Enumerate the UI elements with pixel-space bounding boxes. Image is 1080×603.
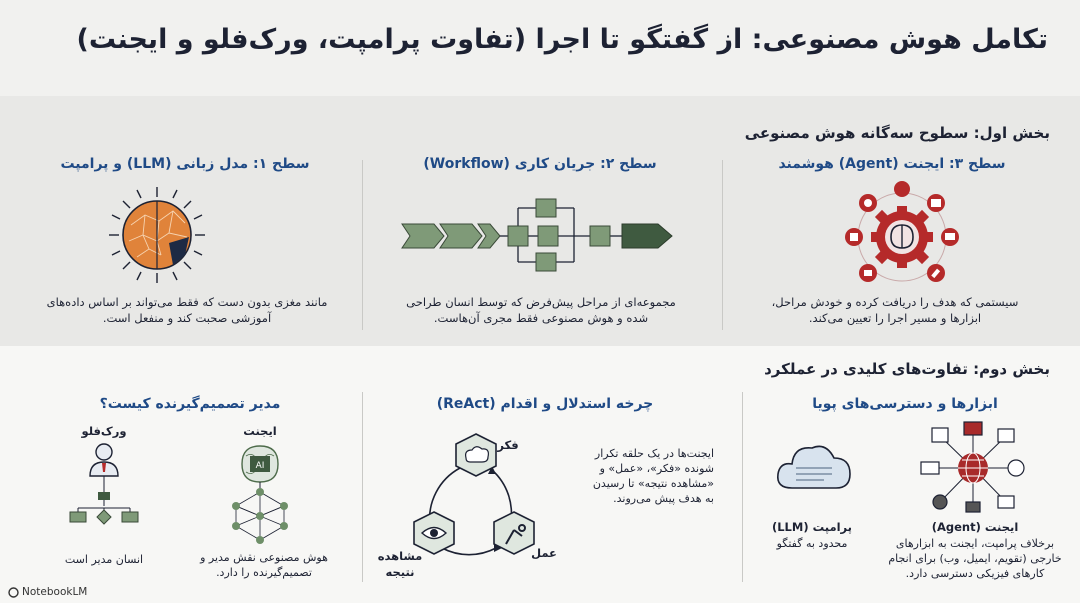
- decision-workflow-desc: انسان مدیر است: [64, 553, 144, 566]
- tools-network-icon: [918, 422, 1028, 514]
- react-observe-label: مشاهده نتیجه: [377, 549, 423, 579]
- level3-title: سطح ۳: ایجنت (Agent) هوشمند: [778, 156, 1006, 172]
- divider: [362, 160, 363, 330]
- divider: [362, 392, 363, 582]
- tools-prompt-desc: محدود به گفتگو: [776, 537, 848, 550]
- notebooklm-logo-icon: [8, 587, 19, 598]
- page-title: تکامل هوش مصنوعی: از گفتگو تا اجرا (تفاوت پرامپت، ورک‌فلو و ایجنت): [76, 24, 1048, 55]
- level2-title: سطح ۲: جریان کاری (Workflow): [423, 156, 657, 172]
- decision-agent-label: ایجنت: [243, 424, 277, 438]
- watermark-text: NotebookLM: [22, 586, 88, 598]
- decision-agent-desc: هوش مصنوعی نقش مدیر و تصمیم‌گیرنده را دارد.: [200, 551, 328, 579]
- agent-gear-icon: [842, 185, 962, 289]
- ai-network-icon: [222, 442, 298, 542]
- level1-title: سطح ۱: مدل زبانی (LLM) و پرامپت: [60, 156, 310, 172]
- react-think-label: فکر: [497, 438, 519, 452]
- section2-heading: بخش دوم: تفاوت‌های کلیدی در عملکرد: [764, 360, 1050, 378]
- cloud-icon: [774, 436, 854, 500]
- divider: [742, 392, 743, 582]
- ai-badge: AI: [255, 461, 265, 471]
- decision-workflow-label: ورک‌فلو: [81, 424, 127, 438]
- watermark: [8, 586, 87, 598]
- tools-title: ابزارها و دسترسی‌های پویا: [812, 396, 998, 412]
- react-act-label: عمل: [531, 546, 557, 560]
- level2-desc: مجموعه‌ای از مراحل پیش‌فرض که توسط انسان طراحی شده و هوش مصنوعی فقط مجری آن‌هاست.: [406, 295, 676, 325]
- human-manager-icon: [64, 442, 144, 532]
- decision-title: مدیر تصمیم‌گیرنده کیست؟: [99, 396, 281, 412]
- tools-agent-label: ایجنت (Agent): [931, 520, 1019, 534]
- react-title: چرخه استدلال و اقدام (ReAct): [436, 396, 654, 412]
- divider: [722, 160, 723, 330]
- tools-prompt-label: پرامپت (LLM): [771, 520, 853, 534]
- brain-icon: [107, 185, 207, 285]
- tools-agent-desc: برخلاف پرامپت، ایجنت به ابزارهای خارجی (تقویم، ایمیل، وب) برای انجام کارهای فیزیکی دسترسی دارد.: [888, 537, 1062, 580]
- react-desc: ایجنت‌ها در یک حلقه تکرار شونده «فکر»، «عمل» و «مشاهده نتیجه» تا رسیدن به هدف پیش می‌روند.: [592, 447, 714, 505]
- workflow-icon: [402, 196, 676, 276]
- section1-heading: بخش اول: سطوح سه‌گانه هوش مصنوعی: [744, 124, 1050, 142]
- level3-desc: سیستمی که هدف را دریافت کرده و خودش مراحل، ابزارها و مسیر اجرا را تعیین می‌کند.: [771, 295, 1019, 325]
- level1-desc: مانند مغزی بدون دست که فقط می‌تواند بر اساس داده‌های آموزشی صحبت کند و منفعل است.: [46, 295, 328, 325]
